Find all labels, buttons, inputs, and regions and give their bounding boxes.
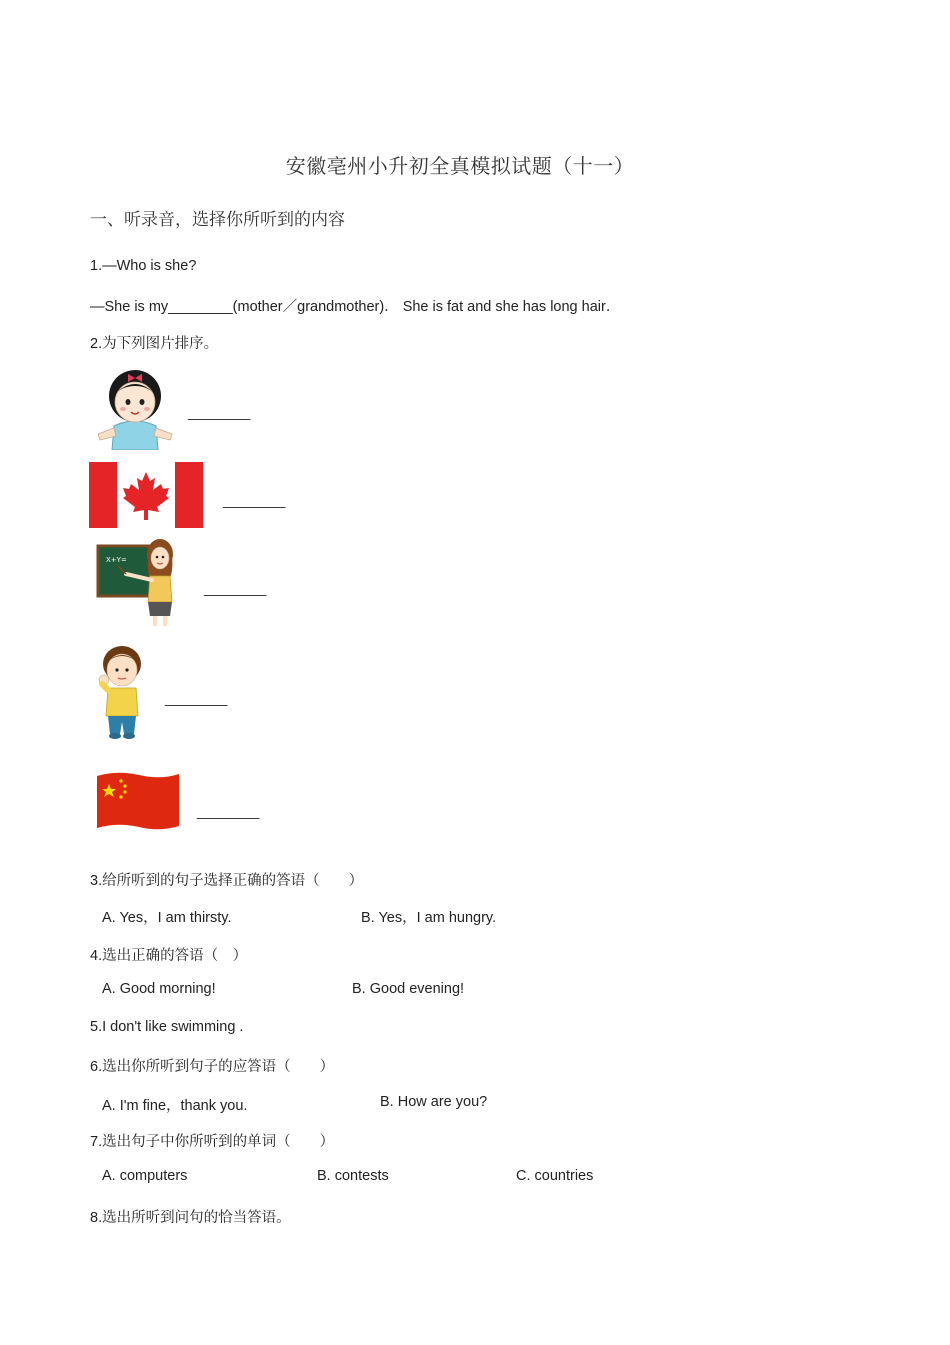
- question-5-prompt: 5.I don't like swimming .: [90, 1019, 244, 1035]
- question-1-prompt: 1.—Who is she?: [90, 258, 197, 274]
- question-7-prompt: 7.选出句子中你所听到的单词（ ）: [90, 1134, 335, 1150]
- picture-1-blank: ________: [188, 404, 251, 420]
- question-4-prompt: 4.选出正确的答语（ ）: [90, 948, 248, 964]
- question-1-answer-line: —She is my________(mother／grandmother)． She is fat and she has long hair．: [90, 299, 621, 315]
- page-title: 安徽亳州小升初全真模拟试题（十一）: [285, 154, 635, 178]
- girl-icon: [92, 364, 178, 450]
- canada-flag-icon: [89, 462, 203, 528]
- question-7-option-a[interactable]: A. computers: [102, 1168, 188, 1184]
- svg-text:X+Y=: X+Y=: [106, 556, 127, 564]
- china-flag-icon: [95, 770, 181, 834]
- section-heading: 一、听录音，选择你所听到的内容: [90, 210, 345, 230]
- question-3-option-a[interactable]: A. Yes，I am thirsty.: [102, 910, 232, 926]
- question-3-prompt: 3.给所听到的句子选择正确的答语（ ）: [90, 873, 364, 889]
- question-7-option-c[interactable]: C. countries: [516, 1168, 594, 1184]
- question-3-option-b[interactable]: B. Yes，I am hungry.: [361, 910, 497, 926]
- picture-5-blank: ________: [197, 803, 260, 819]
- question-6-option-a[interactable]: A. I'm fine，thank you.: [102, 1098, 248, 1114]
- question-2-prompt: 2.为下列图片排序。: [90, 336, 219, 352]
- picture-3-blank: ________: [204, 580, 267, 596]
- question-4-option-b[interactable]: B. Good evening!: [352, 981, 465, 997]
- question-6-option-b[interactable]: B. How are you?: [380, 1094, 488, 1110]
- question-8-prompt: 8.选出所听到问句的恰当答语。: [90, 1210, 291, 1226]
- picture-2-blank: ________: [223, 492, 286, 508]
- question-4-option-a[interactable]: A. Good morning!: [102, 981, 216, 997]
- question-7-option-b[interactable]: B. contests: [317, 1168, 389, 1184]
- teacher-at-blackboard-icon: [96, 536, 180, 628]
- picture-4-blank: ________: [165, 690, 228, 706]
- question-6-prompt: 6.选出你所听到句子的应答语（ ）: [90, 1059, 335, 1075]
- boy-thinking-icon: [90, 642, 154, 744]
